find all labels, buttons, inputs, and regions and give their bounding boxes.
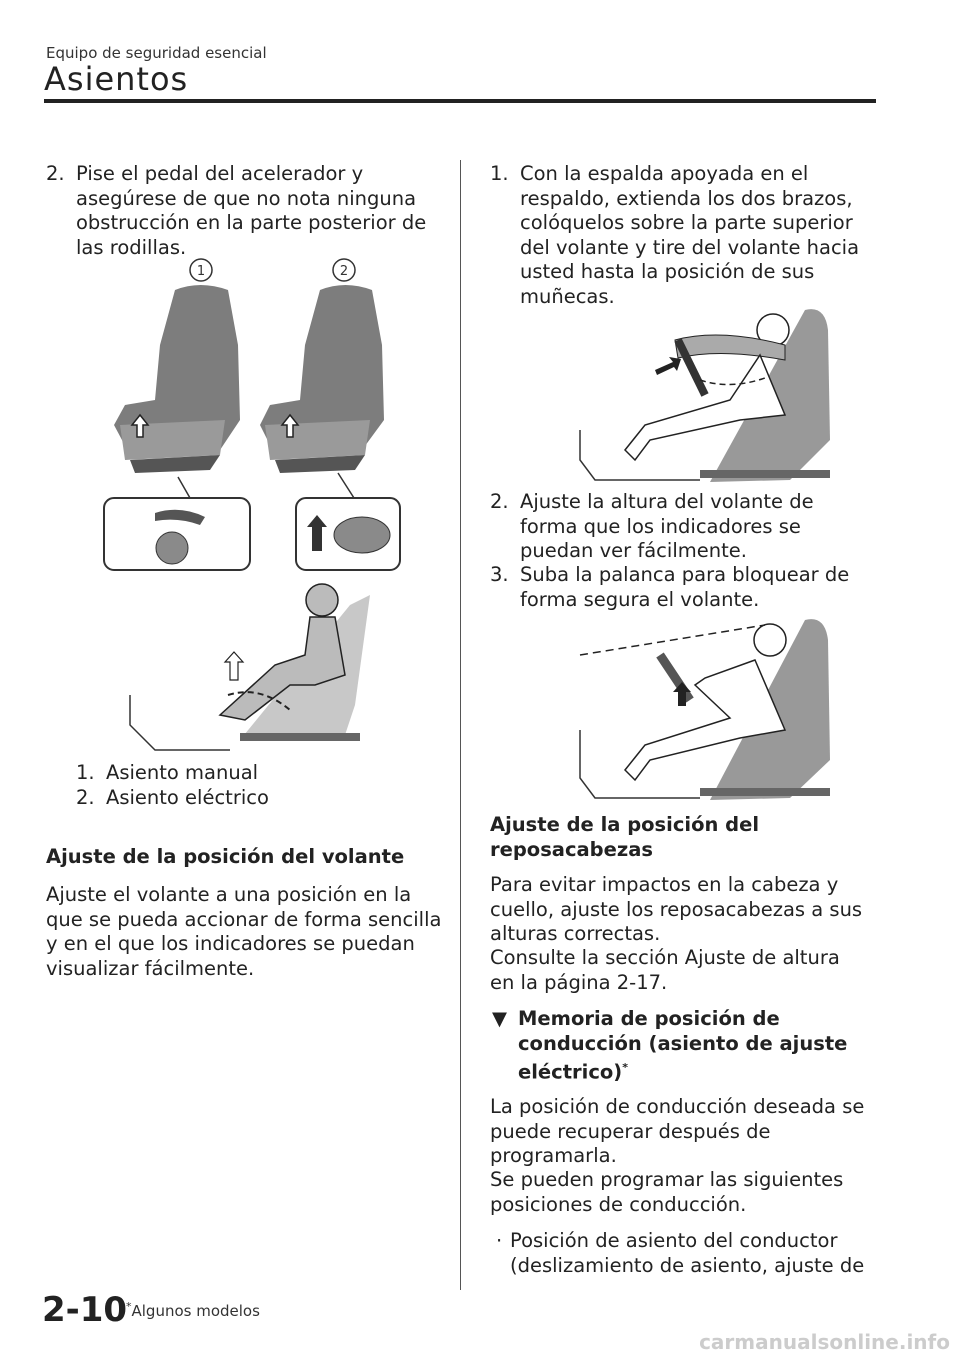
step-number: 1.: [490, 162, 509, 185]
footnote: [126, 1300, 260, 1320]
caption-1: [76, 760, 416, 785]
headrest-reference: Consulte la sección Ajuste de altura en la página 2-17.: [490, 946, 840, 994]
badge-2-label: 2: [339, 264, 349, 279]
step-number: 2.: [490, 490, 509, 513]
step-text: Ajuste la altura del volante de forma que los indicadores se puedan ver fácilmente.: [520, 490, 814, 562]
bullet-dot-icon: ·: [496, 1229, 503, 1252]
column-divider: [460, 160, 461, 1290]
seat-adjustment-illustration: [100, 255, 420, 760]
step-text: Suba la palanca para bloquear de forma segura el volante.: [520, 563, 850, 611]
headrest-heading: Ajuste de la posición del reposacabezas: [490, 813, 760, 861]
page-number: 2-10: [42, 1290, 128, 1330]
caption-number: 1.: [76, 761, 95, 784]
step-text: Pise el pedal del acelerador y asegúrese de que no nota ninguna obstrucción en la parte posterior de las rodillas.: [76, 162, 427, 259]
manual-seat-image: [114, 285, 240, 473]
section-marker-icon: ▼: [492, 1007, 507, 1030]
steering-paragraph: Ajuste el volante a una posición en la que se pueda accionar de forma sencilla y en el que los indicadores se puedan visualizar fácilmente.: [46, 883, 442, 980]
section-label: Equipo de seguridad esencial: [46, 44, 267, 62]
power-switch-detail: [296, 473, 400, 570]
right-step-3: [490, 563, 870, 612]
footnote-text: Algunos modelos: [131, 1302, 260, 1320]
caption-text: Asiento eléctrico: [106, 786, 269, 809]
footnote-asterisk: *: [126, 1300, 132, 1313]
right-step-2: [490, 490, 870, 564]
memory-heading-text: Memoria de posición de conducción (asiento de ajuste eléctrico): [518, 1007, 848, 1084]
right-step-1: [490, 162, 870, 309]
illustration-captions: [76, 760, 416, 810]
memory-heading: [492, 1007, 872, 1085]
caption-2: [76, 785, 416, 810]
memory-paragraph: La posición de conducción deseada se puede recuperar después de programarla.: [490, 1095, 865, 1167]
caption-text: Asiento manual: [106, 761, 259, 784]
watermark: carmanualsonline.info: [699, 1330, 950, 1354]
models-asterisk: *: [622, 1061, 628, 1074]
manual-lever-detail: [104, 477, 250, 570]
page-title: Asientos: [44, 60, 189, 98]
caption-number: 2.: [76, 786, 95, 809]
headrest-paragraph: Para evitar impactos en la cabeza y cuello, ajuste los reposacabezas a sus alturas correctas.: [490, 873, 863, 945]
seated-person-image: [130, 584, 370, 750]
badge-1-label: 1: [196, 264, 206, 279]
memory-positions-intro: Se pueden programar las siguientes posiciones de conducción.: [490, 1168, 844, 1216]
badge-1: [190, 259, 212, 281]
steering-heading: Ajuste de la posición del volante: [46, 845, 405, 868]
step-text: Con la espalda apoyada en el respaldo, extienda los dos brazos, colóquelos sobre la parte superior del volante y tire del volante hacia usted hasta la posición de sus muñecas.: [520, 162, 860, 308]
bullet-text: Posición de asiento del conductor (deslizamiento de asiento, ajuste de: [510, 1229, 865, 1277]
step-number: 2.: [46, 162, 65, 185]
header-rule: [44, 99, 876, 103]
arm-reach-illustration: [560, 300, 860, 485]
step-number: 3.: [490, 563, 509, 586]
bullet-item: [496, 1229, 870, 1278]
badge-2: [333, 259, 355, 281]
left-step-2: [46, 162, 436, 260]
steering-lock-illustration: [560, 610, 860, 805]
power-seat-image: [260, 285, 384, 473]
